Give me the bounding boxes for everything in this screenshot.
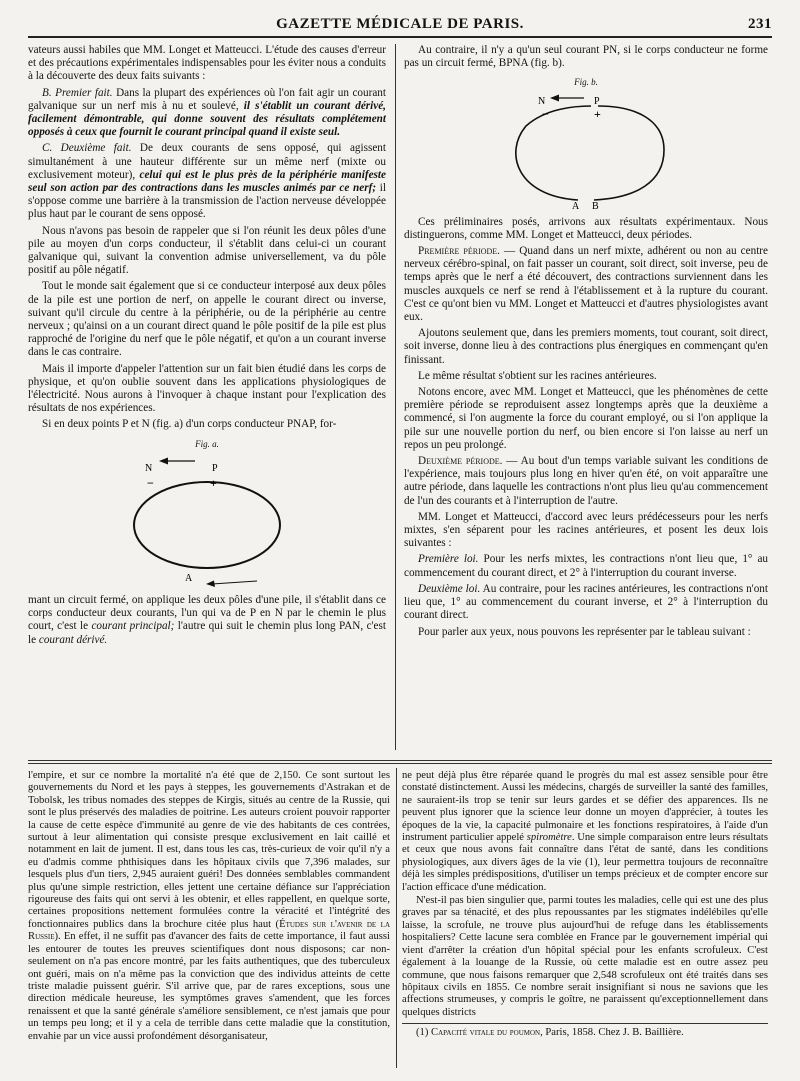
paragraph-premier-fait [28, 87, 386, 140]
paragraph-deuxieme-loi [404, 583, 768, 623]
text: — Au bout d'un temps variable suivant les conditions de l'expérience, mais toujours plus long en hiver qu'en été, on voit apparaître une autre période, dans laquelle les contractions n'ont plus lieu qu'au commencement de l'un des courants et à l'interruption de l'autre. [404, 455, 768, 507]
text: mant un circuit fermé, on applique les deux pôles d'une pile, il s'établit dans ce corps conducteur deux courants, l'un qui va de P en N par le chemin le plus court, c'est le [28, 593, 386, 633]
text: ). En effet, il ne suffit pas d'avancer des faits de cette importance, il faut aussi les entourer de toutes les preuves scientifiques dont nous disposons; car non-seulement on n'a pas encore montré, par les faits authentiques, que des tuberculeux ont guéri, mais on n'a même pas la conviction que des individus atteints de cette triste maladie puissent guérir. S'il arrive que, par de rares exceptions, sous une direction médicale heureuse, les symptômes graves s'amendent, que les forces renaissent et que la santé générale s'améliore sensiblement, ce n'est jamais que pour un temps peu long; et il y a cela de terrible dans cette maladie que la constitution, envahie par un vice aussi profondément désorganisateur, [28, 931, 390, 1042]
figure-a [28, 438, 386, 588]
paragraph: Si en deux points P et N (fig. a) d'un corps conducteur PNAP, for- [42, 418, 337, 431]
text: l'autre qui suit le chemin plus long PAN, c'est le [28, 620, 386, 646]
lead-label: Deuxième loi. [418, 582, 481, 595]
emphasis: courant principal; [91, 620, 175, 633]
paragraph: Notons encore, avec MM. Longet et Matteucci, que les phénomènes de cette première période se reproduisent assez longtemps après que la deuxième a commencé, si l'on augmente la force du courant employé, ou si l'on applique la pile sur une nouvelle portion du nerf, ou bien encore si l'on laisse au nerf un repos un peu prolongé. [404, 386, 768, 451]
arrow-head-icon [206, 580, 215, 587]
section-divider [28, 760, 772, 764]
page-number: 231 [748, 16, 772, 32]
paragraph [402, 770, 768, 894]
label-b: B [592, 200, 599, 210]
paragraph: Pour parler aux yeux, nous pouvons les représenter par le tableau suivant : [418, 625, 751, 638]
plus-sign: + [594, 106, 601, 121]
lower-right-column [402, 770, 768, 1070]
open-circuit-left-arc [516, 106, 591, 200]
footnote-number: (1) [416, 1027, 432, 1039]
upper-right-column [404, 44, 768, 756]
emphasis: spiromètre [526, 832, 572, 844]
label-p: P [594, 95, 600, 107]
lead-label: B. Premier fait. [42, 86, 113, 99]
upper-left-column [28, 44, 386, 756]
text: Au contraire, pour les racines antérieures, les contractions n'ont lieu que, 1° au commencement du courant inverse, et 2° à l'interruption du courant direct. [404, 582, 768, 622]
paragraph: MM. Longet et Matteucci, d'accord avec leurs prédécesseurs pour les nerfs mixtes, s'en séparent pour les racines antérieures, et posent les deux lois suivantes : [404, 510, 768, 550]
cited-title: Études sur l'avenir de la Russie [28, 918, 390, 943]
paragraph: Mais il importe d'appeler l'attention sur un fait bien étudié dans les corps de physique, et qu'on oublie souvent dans les applications physiologiques de l'électricité. Nous aurons à l'invoquer à chaque instant pour l'explication des résultats de nos expériences. [28, 362, 386, 415]
figure-b-diagram [486, 92, 686, 210]
text: ne peut déjà plus être réparée quand le progrès du mal est assez sensible pour être constaté distinctement. Aussi les médecins, chargés de surveiller la santé des familles, ne sauraient-ils trop se tenir sur leurs gardes et se défier des apparences. Ils ne peuvent plus ignorer que la science leur donne un moyen d'apprécier, à toutes les époques de la vie, la capacité pulmonaire et les fonctions respiratoires, à l'aide d'un instrument particulier appelé [402, 770, 768, 844]
paragraph-deuxieme-fait [28, 142, 386, 221]
lead-label: Première période. [418, 245, 500, 258]
text: . Une simple comparaison entre leurs résultats et ceux que nous avons fait connaître dans l'état de santé, dans les conditions physiologiques, aux divers âges de la vie (1), leur permettra toujours de reconnaître déjà les simples prédispositions, d'utiliser un temps précieux et de compter encore sur l'action efficace d'une médication. [402, 832, 768, 893]
label-a: A [572, 200, 580, 210]
page-header [28, 14, 772, 38]
paragraph-courants [28, 594, 386, 647]
minus-sign: − [147, 475, 154, 490]
emphasis: celui qui est le plus près de la périphérie manifeste seul son action par des contractions dans les muscles animés par ce nerf; [28, 168, 386, 195]
text: l'empire, et sur ce nombre la mortalité n'a été que de 2,150. Ce sont surtout les gouvernements du Nord et les pays à steppes, les gouvernements d'Astrakan et de Tobolsk, les tribus nomades des steppes de Kirgis, situés au centre de la Russie, qui sont le plus préservés des maladies de poitrine. Les auteurs croient pouvoir rapporter la cause de cette espèce d'immunité au genre de vie des habitants de ces contrées, surtout à leur alimentation qui consiste presque exclusivement en lait caillé et notamment en lait de jument. Il est, dans tous les cas, très-curieux de voir qu'il n'y a eu d'admis comme phthisiques dans les hôpitaux civils que 7,396 malades, sur lesquels plus d'un tiers, 2,945 auraient guéri! Des données semblables commandent plus qu'une simple restriction, elles jettent une certaine défiance sur l'appréciation rigoureuse des faits qui ont servi à les obtenir, et elles rappellent, en quelque sorte, certaines propositions nettement formulées contre la véracité et l'intégrité des fonctionnaires publics dans la brochure citée plus haut ( [28, 770, 390, 930]
column-divider [395, 44, 396, 750]
closed-circuit-ellipse [134, 482, 280, 568]
lead-label: C. Deuxième fait. [42, 142, 132, 155]
plus-sign: + [210, 475, 217, 490]
emphasis: il s'établit un courant dérivé, facilement démontrable, qui donne souvent des résultats complétement opposés à ceux que fournit le courant principal quand il existe seul. [28, 99, 386, 139]
text: — Quand dans un nerf mixte, adhérent ou non au centre nerveux cérébro-spinal, on fait passer un courant, soit direct, soit inverse, peu de temps après que le nerf a été découvert, des contractions surviennent dans les muscles auxquels ce nerf se rend à l'établissement et à la rupture du courant. C'est ce qu'ont bien vu MM. Longet et Matteucci et d'autres physiologistes avant eux. [404, 245, 768, 324]
paragraph [28, 770, 390, 1043]
arrow-head-left-icon [550, 94, 559, 101]
open-circuit-right-arc [594, 106, 664, 200]
paragraph: Le même résultat s'obtient sur les racines antérieures. [418, 369, 657, 382]
figure-a-diagram [107, 453, 307, 588]
paragraph-deuxieme-periode [404, 455, 768, 508]
footnote [402, 1027, 768, 1039]
minus-sign: − [542, 106, 549, 121]
figure-b [404, 76, 768, 209]
lower-left-column [28, 770, 390, 1070]
footnote-divider [402, 1023, 768, 1024]
emphasis: courant dérivé. [38, 633, 108, 646]
paragraph: Au contraire, il n'y a qu'un seul courant PN, si le corps conducteur ne forme pas un circuit fermé, BPNA (fig. b). [404, 44, 768, 70]
text: Dans la plupart des expériences où l'on fait agir un courant galvanique sur un nerf mis à nu et soulevé, [28, 86, 386, 112]
footnote-text: , Paris, 1858. Chez J. B. Baillière. [540, 1027, 684, 1039]
paragraph: Tout le monde sait également que si ce conducteur interposé aux deux pôles de la pile est une portion de nerf, on appelle le courant direct ou inverse, suivant qu'il circule du centre à la périphérie, ou de la périphérie au centre nerveux ; qu'ainsi on a un courant direct quand le pôle positif de la pile est plus rapproché de l'origine du nerf que le pôle négatif, et qu'on a un courant inverse dans le cas contraire. [28, 280, 386, 359]
text: il s'oppose comme une barrière à la transmission de l'action nerveuse développée plus haut par le courant de sens opposé. [28, 182, 386, 221]
label-n: N [145, 462, 153, 474]
label-a: A [185, 572, 193, 584]
column-divider [396, 768, 397, 1068]
derived-arrow-line [212, 581, 257, 584]
footnote-title: Capacité vitale du poumon [431, 1027, 541, 1039]
paragraph-premiere-loi [404, 553, 768, 579]
text: De deux courants de sens opposé, qui agissent simultanément à une hauteur différente sur un même nerf (mixte ou exclusivement moteur), [28, 142, 386, 181]
text: Pour les nerfs mixtes, les contractions n'ont lieu que, 1° au commencement du courant direct, et 2° à l'interruption du courant inverse. [404, 553, 768, 579]
paragraph: N'est-il pas bien singulier que, parmi toutes les maladies, celle qui est une des plus graves par sa ténacité, et des plus repoussantes par les stigmates indélébiles qu'elle laisse, la scrofule, ne trouve plus aujourd'hui de refuge dans les établissements hospitaliers? Cette lacune sera comblée en France par le gouvernement impérial qui vient d'arrêter la création d'un hôpital spécial pour les enfants scrofuleux. C'est également à la louange de la Russie, où cette maladie est en outre assez peu commune, que nous faisons remarquer que 2,548 scrofuleux ont été traités dans ses hôpitaux civils en 1855. Ce nombre serait insignifiant si nous ne savions que les affections strumeuses, y compris le goître, ne paraissent qu'exceptionnellement dans quelques districts [402, 895, 768, 1018]
label-n: N [538, 95, 546, 107]
figure-label: Fig. a. [195, 438, 219, 449]
journal-title: GAZETTE MÉDICALE DE PARIS. [276, 16, 524, 32]
paragraph-premiere-periode [404, 245, 768, 324]
lead-label: Première loi. [418, 553, 479, 566]
paragraph: Ces préliminaires posés, arrivons aux résultats expérimentaux. Nous distinguerons, comme MM. Longet et Matteucci, deux périodes. [404, 215, 768, 241]
paragraph: Ajoutons seulement que, dans les premiers moments, tout courant, soit direct, soit inverse, donne lieu à des contractions plus énergiques en commençant qu'en finissant. [404, 327, 768, 366]
arrow-head-left-icon [159, 457, 168, 464]
lead-label: Deuxième période. [418, 455, 503, 468]
paragraph: Nous n'avons pas besoin de rappeler que si l'on réunit les deux pôles d'une pile au moyen d'un corps conducteur, il s'établit dans celui-ci un courant galvanique qui, suivant la convention admise universellement, va du pôle positif au pôle négatif. [28, 224, 386, 277]
label-p: P [212, 462, 218, 474]
figure-label: Fig. b. [574, 77, 598, 88]
paragraph: vateurs aussi habiles que MM. Longet et Matteucci. L'étude des causes d'erreur et des précautions expérimentales indispensables pour les éviter nous a conduits à la découverte des deux faits suivants : [28, 44, 386, 83]
